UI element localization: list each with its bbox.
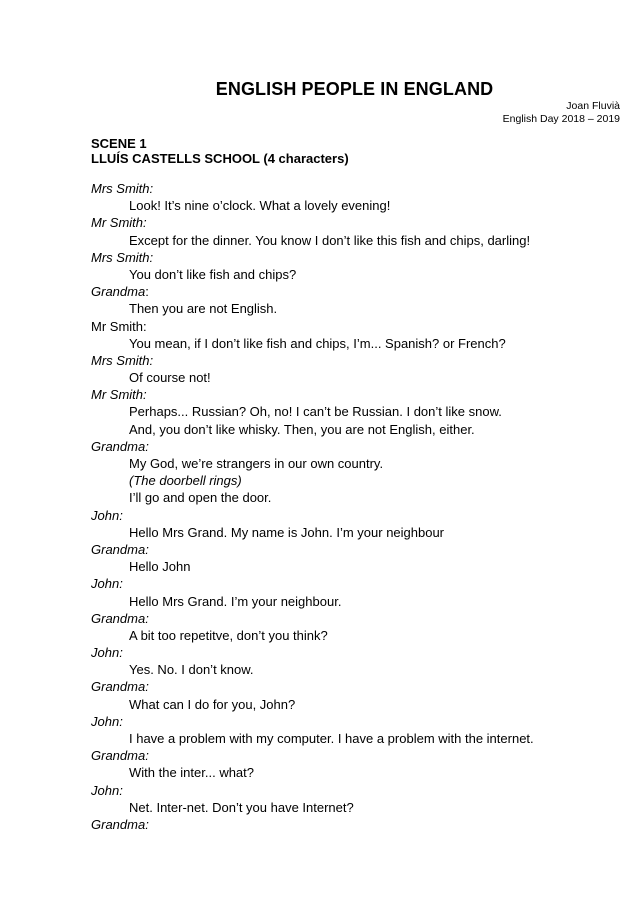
dialogue-line — [91, 266, 631, 283]
dialogue-line — [91, 696, 631, 713]
dialogue-line — [91, 369, 631, 386]
speaker-name — [91, 318, 631, 335]
speaker-name — [91, 180, 631, 197]
dialogue-text: (The doorbell rings) — [129, 473, 242, 489]
speaker-label: John: — [91, 713, 123, 729]
speaker-label: Mr Smith: — [91, 215, 147, 231]
script-body — [91, 180, 631, 833]
dialogue-text: Look! It’s nine o’clock. What a lovely evening! — [129, 198, 391, 214]
dialogue-text: With the inter... what? — [129, 765, 255, 781]
speaker-label: Mr Smith: — [91, 387, 147, 403]
speaker-name — [91, 438, 631, 455]
dialogue-line — [91, 764, 631, 781]
speaker-name — [91, 249, 631, 266]
speaker-name — [91, 214, 631, 231]
speaker-name — [91, 782, 631, 799]
speaker-name — [91, 283, 631, 300]
speaker-name — [91, 507, 631, 524]
dialogue-line — [91, 232, 631, 249]
speaker-label: Grandma: — [91, 748, 149, 764]
dialogue-text: Perhaps... Russian? Oh, no! I can’t be Russian. I don’t like snow. — [129, 404, 502, 420]
speaker-label: John: — [91, 645, 123, 661]
dialogue-line — [91, 300, 631, 317]
dialogue-line — [91, 489, 631, 506]
dialogue-line — [91, 524, 631, 541]
speaker-name — [91, 816, 631, 833]
speaker-label: Grandma — [91, 284, 146, 300]
speaker-colon: : — [145, 284, 149, 300]
speaker-label: John: — [91, 507, 123, 523]
dialogue-text: Hello Mrs Grand. My name is John. I’m your neighbour — [129, 524, 445, 540]
dialogue-line — [91, 799, 631, 816]
dialogue-line — [91, 627, 631, 644]
dialogue-line — [91, 730, 631, 747]
scene-subtitle: LLUÍS CASTELLS SCHOOL (4 characters) — [91, 151, 349, 166]
speaker-label: Grandma: — [91, 610, 149, 626]
dialogue-text: I have a problem with my computer. I have a problem with the internet. — [129, 731, 534, 746]
speaker-name — [91, 610, 631, 627]
speaker-label: Mrs Smith: — [91, 181, 154, 196]
dialogue-line — [91, 472, 631, 489]
dialogue-text: Hello John — [129, 559, 191, 575]
speaker-label: Grandma: — [91, 816, 149, 832]
speaker-name — [91, 386, 631, 403]
speaker-label: Mrs Smith: — [91, 249, 154, 265]
speaker-label: Mr Smith: — [91, 318, 147, 334]
speaker-name — [91, 644, 631, 661]
speaker-label: Grandma: — [91, 438, 149, 454]
speaker-name — [91, 575, 631, 592]
dialogue-text: Except for the dinner. You know I don’t like this fish and chips, darling! — [129, 232, 531, 248]
document-title: ENGLISH PEOPLE IN ENGLAND — [215, 79, 494, 99]
scene-heading: SCENE 1 — [91, 136, 147, 151]
speaker-name — [91, 352, 631, 369]
dialogue-text: Then you are not English. — [129, 301, 278, 317]
dialogue-line — [91, 558, 631, 575]
dialogue-line — [91, 335, 631, 352]
speaker-label: Grandma: — [91, 679, 149, 695]
dialogue-text: Of course not! — [129, 370, 211, 386]
dialogue-text: A bit too repetitve, don’t you think? — [129, 627, 328, 643]
dialogue-text: And, you don’t like whisky. Then, you are not English, either. — [129, 421, 475, 437]
dialogue-line — [91, 403, 631, 420]
dialogue-text: What can I do for you, John? — [129, 696, 296, 712]
dialogue-line — [91, 455, 631, 472]
dialogue-text: Hello Mrs Grand. I’m your neighbour. — [129, 593, 342, 609]
dialogue-line — [91, 593, 631, 610]
speaker-label: Grandma: — [91, 541, 149, 557]
dialogue-text: I’ll go and open the door. — [129, 490, 272, 506]
event-label: English Day 2018 – 2019 — [502, 113, 620, 125]
speaker-label: John: — [91, 782, 123, 798]
dialogue-text: You don’t like fish and chips? — [129, 266, 297, 282]
speaker-label: Mrs Smith: — [91, 352, 154, 368]
speaker-name — [91, 747, 631, 764]
dialogue-text: Yes. No. I don’t know. — [129, 662, 254, 678]
dialogue-text: Net. Inter-net. Don’t you have Internet? — [129, 799, 354, 815]
dialogue-line — [91, 197, 631, 214]
dialogue-text: My God, we’re strangers in our own country. — [129, 456, 384, 471]
speaker-name — [91, 678, 631, 695]
dialogue-text: You mean, if I don’t like fish and chips, I’m... Spanish? or French? — [129, 335, 506, 351]
speaker-name — [91, 713, 631, 730]
dialogue-line — [91, 421, 631, 438]
author-name: Joan Fluvià — [566, 100, 620, 112]
speaker-label: John: — [91, 576, 123, 592]
dialogue-line — [91, 661, 631, 678]
speaker-name — [91, 541, 631, 558]
